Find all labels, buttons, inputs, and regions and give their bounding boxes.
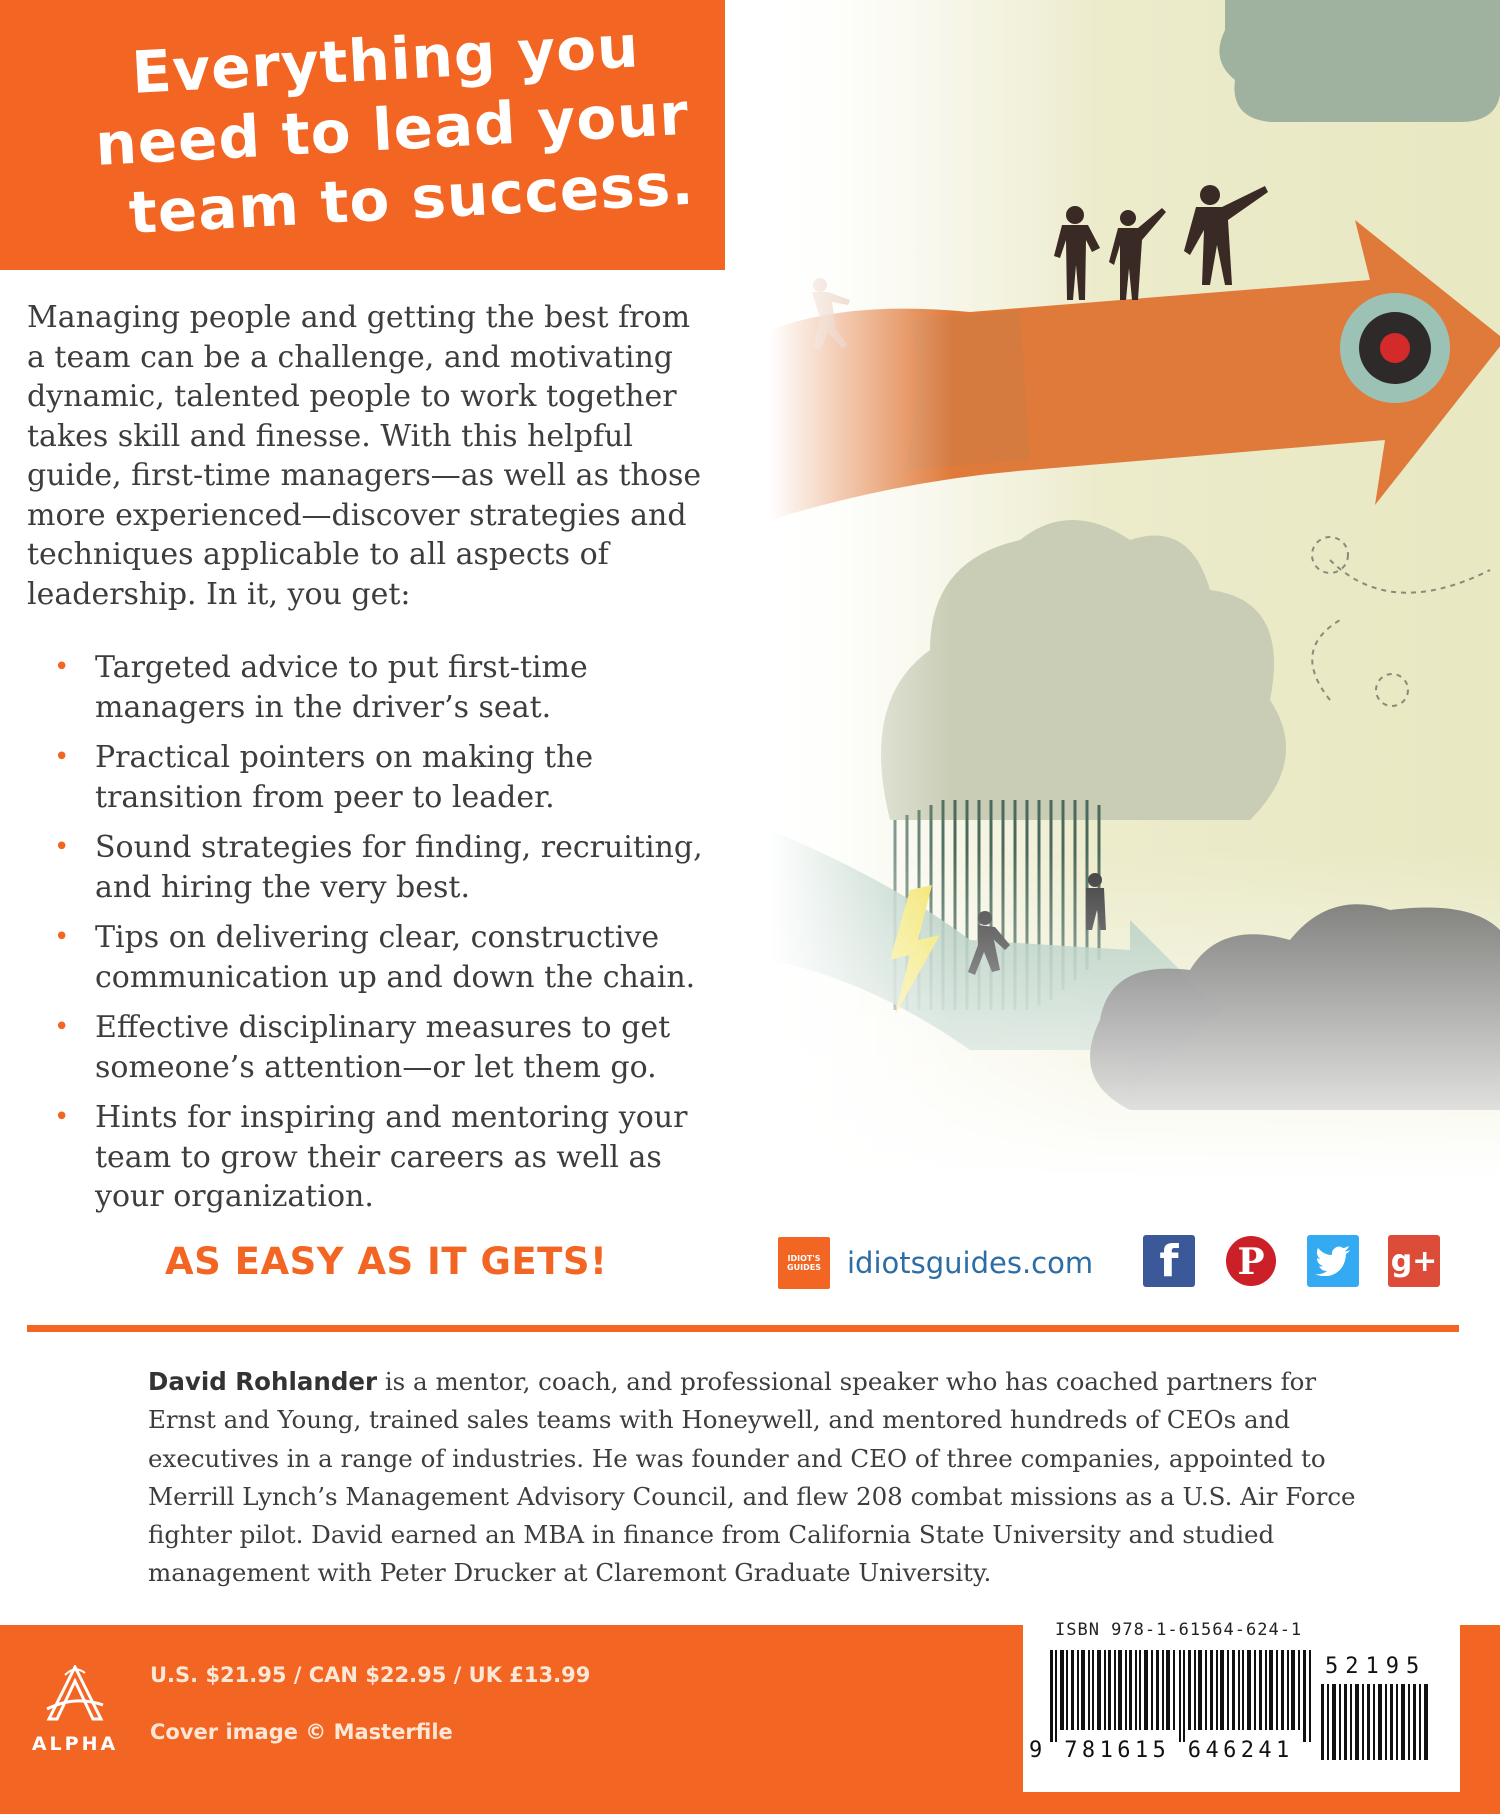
list-item (50, 1098, 740, 1217)
twitter-icon[interactable] (1307, 1235, 1359, 1287)
alpha-logo-icon (45, 1665, 105, 1723)
author-bio-text: is a mentor, coach, and professional speaker who has coached partners for Ernst and Young, trained sales teams with Honeywell, and mentored hundreds of CEOs and executives in a range of industries. He was founder and CEO of three companies, appointed to Merrill Lynch’s Management Advisory Council, and flew 208 combat missions as a U.S. Air Force fighter pilot. David earned an MBA in finance from California State University and studied management with Peter Drucker at Claremont Graduate University. (148, 1367, 1356, 1588)
intro-paragraph: Managing people and getting the best from a team can be a challenge, and motivating dynamic, talented people to work together takes skill and finesse. With this helpful guide, first-time managers—as well as those more experienced—discover strategies and techniques applicable to all aspects of leadership. In it, you get: (27, 300, 702, 612)
barcode-digits: 9 781615 646241 (1029, 1738, 1294, 1763)
cover-credit: Cover image © Masterfile (150, 1720, 453, 1744)
price-code: 52195 (1325, 1654, 1427, 1679)
headline-line-3: team to success. (127, 149, 696, 248)
list-item (50, 648, 740, 727)
list-item (50, 828, 740, 907)
list-item-text: Targeted advice to put first-time managers in the driver’s seat. (95, 650, 588, 725)
bullet-icon: • (54, 922, 70, 952)
tagline: AS EASY AS IT GETS! (165, 1240, 608, 1283)
bullet-icon: • (54, 1102, 70, 1132)
price-barcode-icon (1321, 1684, 1433, 1760)
section-divider (27, 1325, 1459, 1332)
headline-line-2: need to lead your (93, 79, 691, 179)
bullet-icon: • (54, 742, 70, 772)
cover-illustration (770, 0, 1500, 1180)
list-item-text: Hints for inspiring and mentoring your team to grow their careers as well as your organization. (95, 1100, 688, 1214)
pinterest-icon[interactable] (1225, 1235, 1277, 1287)
headline-line-1: Everything you (129, 12, 641, 107)
pinterest-glyph: P (1237, 1241, 1265, 1283)
barcode-panel (1023, 1610, 1460, 1792)
bullet-icon: • (54, 652, 70, 682)
list-item-text: Practical pointers on making the transition from peer to leader. (95, 740, 594, 815)
website-url[interactable]: idiotsguides.com (847, 1246, 1094, 1280)
feature-list (50, 648, 740, 1228)
google-plus-glyph: g+ (1390, 1243, 1438, 1279)
facebook-glyph: f (1159, 1235, 1179, 1287)
barcode-icon (1050, 1650, 1320, 1742)
list-item (50, 1008, 740, 1087)
bullet-icon: • (54, 832, 70, 862)
price-line: U.S. $21.95 / CAN $22.95 / UK £13.99 (150, 1663, 591, 1687)
list-item-text: Effective disciplinary measures to get someone’s attention—or let them go. (95, 1010, 671, 1085)
publisher-name: ALPHA (31, 1733, 119, 1755)
list-item (50, 918, 740, 997)
idiots-guides-logo-icon: IDIOT'S GUIDES (778, 1237, 830, 1289)
list-item-text: Tips on delivering clear, constructive communication up and down the chain. (95, 920, 696, 995)
google-plus-icon[interactable] (1388, 1235, 1440, 1287)
list-item-text: Sound strategies for finding, recruiting, and hiring the very best. (95, 830, 703, 905)
author-bio (148, 1363, 1388, 1593)
author-name: David Rohlander (148, 1367, 378, 1396)
bullet-icon: • (54, 1012, 70, 1042)
isbn-number: ISBN 978-1-61564-624-1 (1055, 1620, 1303, 1640)
facebook-icon[interactable] (1143, 1235, 1195, 1287)
alpha-publisher-logo (25, 1665, 125, 1755)
website-link[interactable] (778, 1237, 1093, 1289)
headline-banner (0, 0, 725, 270)
list-item (50, 738, 740, 817)
